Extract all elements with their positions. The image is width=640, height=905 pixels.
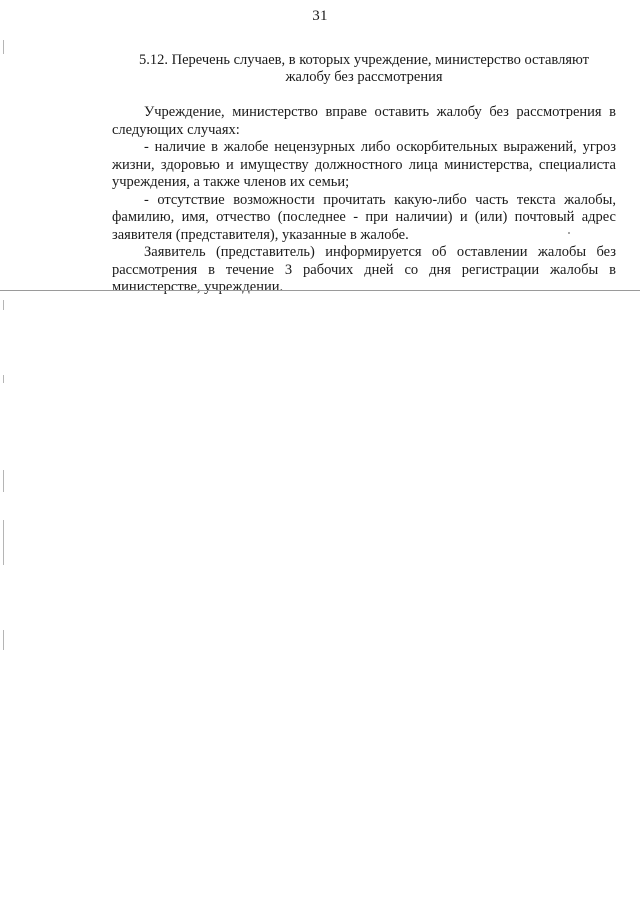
section-heading-line-2: жалобу без рассмотрения: [285, 69, 443, 85]
paragraph-case-1: - наличие в жалобе нецензурных либо оскорбительных выражений, угроз жизни, здоровью и имуществу должностного лица министерства, специалиста учреждения, а также членов их семьи;: [112, 139, 616, 190]
scan-edge-mark: [3, 520, 4, 565]
paragraph-intro: Учреждение, министерство вправе оставить жалобу без рассмотрения в следующих случаях:: [112, 104, 616, 138]
scan-edge-mark: [3, 375, 4, 383]
scan-edge-mark: [3, 470, 4, 492]
scan-edge-mark: [3, 40, 4, 54]
scan-artifact-line: [0, 290, 640, 291]
scan-edge-mark: [3, 630, 4, 650]
section-body: [112, 104, 616, 297]
section-heading: [112, 52, 616, 86]
section-heading-line-1: 5.12. Перечень случаев, в которых учреждение, министерство оставляют: [139, 52, 589, 68]
paragraph-case-2: - отсутствие возможности прочитать какую-либо часть текста жалобы, фамилию, имя, отчество (последнее - при наличии) и (или) почтовый адрес заявителя (представителя), указанные в жалобе.: [112, 191, 616, 243]
scan-dot: [568, 232, 570, 234]
paragraph-notification: Заявитель (представитель) информируется об оставлении жалобы без рассмотрения в течение 3 рабочих дней со дня регистрации жалобы в министерстве, учреждении.: [112, 244, 616, 295]
page-number: 31: [312, 8, 328, 24]
scan-edge-mark: [3, 300, 4, 310]
